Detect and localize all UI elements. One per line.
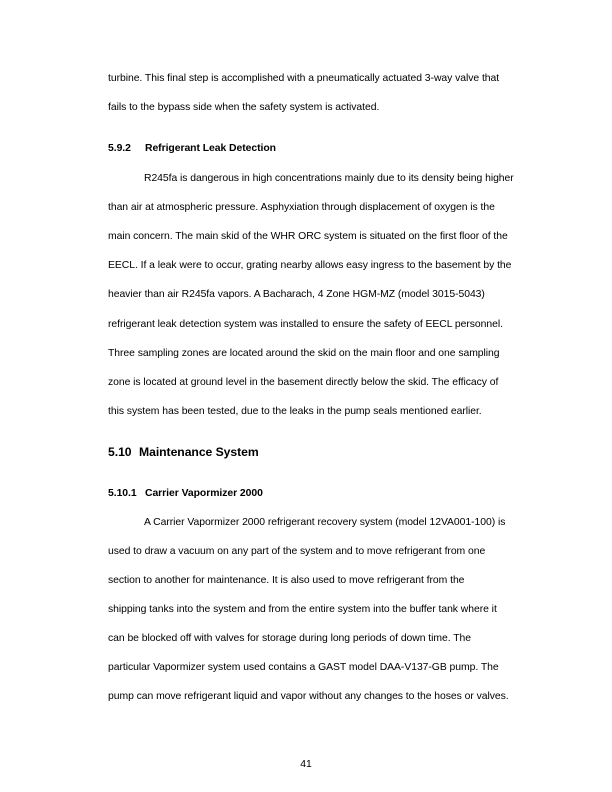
section-heading-5-10 — [108, 444, 548, 460]
section-heading-5-9-2 — [108, 142, 548, 156]
section-heading-5-10-1 — [108, 487, 548, 501]
body-text-line: shipping tanks into the system and from the entire system into the buffer tank where it — [108, 604, 497, 615]
body-text-line: this system has been tested, due to the leaks in the pump seals mentioned earlier. — [108, 406, 482, 417]
body-text-line: A Carrier Vapormizer 2000 refrigerant recovery system (model 12VA001-100) is — [144, 517, 506, 528]
body-text-line: Three sampling zones are located around the skid on the main floor and one sampling — [108, 348, 500, 359]
body-text-line: main concern. The main skid of the WHR ORC system is situated on the first floor of the — [108, 231, 508, 242]
body-text-line: refrigerant leak detection system was installed to ensure the safety of EECL personnel. — [108, 319, 503, 330]
body-text-line: particular Vapormizer system used contains a GAST model DAA-V137-GB pump. The — [108, 662, 499, 673]
body-text-line: pump can move refrigerant liquid and vapor without any changes to the hoses or valves. — [108, 691, 509, 702]
section-number: 5.10 — [108, 445, 132, 459]
body-text-line: can be blocked off with valves for storage during long periods of down time. The — [108, 633, 471, 644]
section-title: Carrier Vapormizer 2000 — [145, 488, 263, 499]
body-text-line: EECL. If a leak were to occur, grating nearby allows easy ingress to the basement by the — [108, 260, 512, 271]
body-text-line: fails to the bypass side when the safety system is activated. — [108, 102, 380, 113]
body-text-line: section to another for maintenance. It is also used to move refrigerant from the — [108, 575, 465, 586]
body-text-line: used to draw a vacuum on any part of the system and to move refrigerant from one — [108, 546, 486, 557]
body-text-line: than air at atmospheric pressure. Asphyxiation through displacement of oxygen is the — [108, 202, 495, 213]
body-text-line: heavier than air R245fa vapors. A Bacharach, 4 Zone HGM-MZ (model 3015-5043) — [108, 289, 485, 300]
page-number: 41 — [300, 759, 312, 770]
body-text-line: R245fa is dangerous in high concentrations mainly due to its density being higher — [144, 173, 514, 184]
section-title: Refrigerant Leak Detection — [145, 143, 276, 154]
body-text-line: turbine. This final step is accomplished with a pneumatically actuated 3-way valve that — [108, 73, 500, 84]
section-number: 5.10.1 — [108, 488, 137, 499]
body-text-line: zone is located at ground level in the basement directly below the skid. The efficacy of — [108, 377, 499, 388]
section-number: 5.9.2 — [108, 143, 131, 154]
section-title: Maintenance System — [139, 445, 259, 459]
